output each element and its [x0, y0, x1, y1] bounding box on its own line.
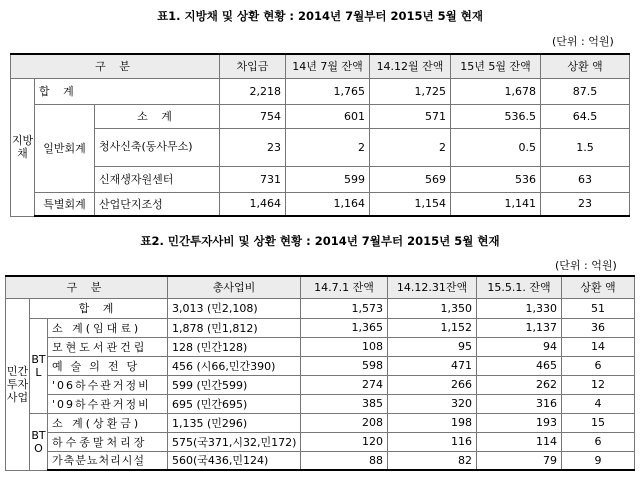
cell: 262	[477, 375, 562, 394]
table2	[5, 275, 635, 471]
header-balance-150501: 15.5.1. 잔액	[477, 276, 562, 298]
cell: 1,154	[370, 192, 451, 216]
cell: 536.5	[451, 104, 541, 128]
cell: 1,878 (민1,812)	[168, 318, 301, 337]
cell: 1,365	[301, 318, 388, 337]
row-label: 예술의전당	[48, 356, 168, 375]
table1-title: 표1. 지방채 및 상환 현황 : 2014년 7월부터 2015년 5월 현재	[157, 9, 483, 23]
cell: 208	[301, 413, 388, 432]
cell: 64.5	[541, 104, 630, 128]
cell: 571	[370, 104, 451, 128]
cell: 754	[220, 104, 286, 128]
cell: 3,013 (민2,108)	[168, 298, 301, 318]
cell: 598	[301, 356, 388, 375]
header-category: 구 분	[6, 276, 168, 298]
cell: 1,765	[286, 78, 370, 104]
cell: 6	[562, 356, 635, 375]
header-total-cost: 총사업비	[168, 276, 301, 298]
group-label: 민간투자사업	[6, 298, 30, 470]
cell: 51	[562, 298, 635, 318]
row-label: 소 계(임대료)	[48, 318, 168, 337]
cell: 12	[562, 375, 635, 394]
cell: 63	[541, 166, 630, 192]
table-row	[11, 104, 630, 128]
cell: 731	[220, 166, 286, 192]
cell: 94	[477, 337, 562, 356]
table-row	[6, 298, 635, 318]
cell: 1,137	[477, 318, 562, 337]
table-row	[11, 78, 630, 104]
row-label: 소 계	[95, 104, 220, 128]
cell: 6	[562, 432, 635, 451]
group-label: 지방채	[11, 78, 35, 216]
cell: 316	[477, 394, 562, 413]
cell: 88	[301, 451, 388, 470]
cell: 599	[286, 166, 370, 192]
table-row	[6, 318, 635, 337]
table-row	[6, 394, 635, 413]
cell: 82	[388, 451, 477, 470]
table-row	[6, 432, 635, 451]
row-label: '06하수관거정비	[48, 375, 168, 394]
table-row	[6, 413, 635, 432]
table-row	[6, 375, 635, 394]
table-row	[6, 337, 635, 356]
row-label: 가축분뇨처리시설	[48, 451, 168, 470]
row-label: '09하수관거정비	[48, 394, 168, 413]
table2-unit: (단위 : 억원)	[555, 259, 617, 272]
cell: 95	[388, 337, 477, 356]
cell: 274	[301, 375, 388, 394]
cell: 114	[477, 432, 562, 451]
row-label: 신재생자원센터	[95, 166, 220, 192]
cell: 569	[370, 166, 451, 192]
row-label: 청사신축(동사무소)	[95, 128, 220, 166]
cell: 471	[388, 356, 477, 375]
cell: 1,725	[370, 78, 451, 104]
cell: 79	[477, 451, 562, 470]
cell: 116	[388, 432, 477, 451]
cell: 23	[220, 128, 286, 166]
cell: 2	[370, 128, 451, 166]
cell: 695 (민간695)	[168, 394, 301, 413]
cell: 0.5	[451, 128, 541, 166]
cell: 1,141	[451, 192, 541, 216]
table-row	[11, 128, 630, 166]
cell: 385	[301, 394, 388, 413]
cell: 193	[477, 413, 562, 432]
cell: 108	[301, 337, 388, 356]
cell: 456 (시66,민간390)	[168, 356, 301, 375]
bto-label: BTO	[30, 413, 48, 470]
cell: 4	[562, 394, 635, 413]
cell: 320	[388, 394, 477, 413]
header-balance-140701: 14.7.1 잔액	[301, 276, 388, 298]
cell: 599 (민간599)	[168, 375, 301, 394]
header-repaid: 상환 액	[562, 276, 635, 298]
header-borrowed: 차입금	[220, 54, 286, 78]
table1	[10, 53, 630, 217]
cell: 601	[286, 104, 370, 128]
table-row	[11, 192, 630, 216]
cell: 575(국371,시32,민172)	[168, 432, 301, 451]
cell: 128 (민간128)	[168, 337, 301, 356]
special-label: 특별회계	[35, 192, 95, 216]
cell: 23	[541, 192, 630, 216]
row-label: 하수종말처리장	[48, 432, 168, 451]
cell: 9	[562, 451, 635, 470]
cell: 1,152	[388, 318, 477, 337]
header-balance-1412: 14.12월 잔액	[370, 54, 451, 78]
cell: 36	[562, 318, 635, 337]
cell: 15	[562, 413, 635, 432]
header-category: 구 분	[11, 54, 220, 78]
row-label: 모현도서관건립	[48, 337, 168, 356]
cell: 1,350	[388, 298, 477, 318]
table-row	[6, 356, 635, 375]
header-balance-1505: 15년 5월 잔액	[451, 54, 541, 78]
table-row	[11, 166, 630, 192]
btl-label: BTL	[30, 318, 48, 413]
table1-unit: (단위 : 억원)	[552, 35, 614, 48]
cell: 1,330	[477, 298, 562, 318]
cell: 198	[388, 413, 477, 432]
cell: 1,135 (민296)	[168, 413, 301, 432]
cell: 2	[286, 128, 370, 166]
cell: 266	[388, 375, 477, 394]
cell: 87.5	[541, 78, 630, 104]
table2-header-row	[6, 276, 635, 298]
header-repaid: 상환 액	[541, 54, 630, 78]
cell: 120	[301, 432, 388, 451]
row-label: 합 계	[30, 298, 168, 318]
row-label: 소 계(상환금)	[48, 413, 168, 432]
cell: 1,678	[451, 78, 541, 104]
cell: 1,164	[286, 192, 370, 216]
cell: 14	[562, 337, 635, 356]
cell: 1,464	[220, 192, 286, 216]
header-balance-141231: 14.12.31잔액	[388, 276, 477, 298]
row-label: 합 계	[35, 78, 220, 104]
cell: 2,218	[220, 78, 286, 104]
table-row	[6, 451, 635, 470]
cell: 1,573	[301, 298, 388, 318]
header-balance-1407: 14년 7월 잔액	[286, 54, 370, 78]
cell: 1.5	[541, 128, 630, 166]
cell: 465	[477, 356, 562, 375]
cell: 560(국436,민124)	[168, 451, 301, 470]
row-label: 산업단지조성	[95, 192, 220, 216]
cell: 536	[451, 166, 541, 192]
general-label: 일반회계	[35, 104, 95, 192]
table1-header-row	[11, 54, 630, 78]
table2-title: 표2. 민간투자사비 및 상환 현황 : 2014년 7월부터 2015년 5월 현재	[140, 234, 500, 248]
